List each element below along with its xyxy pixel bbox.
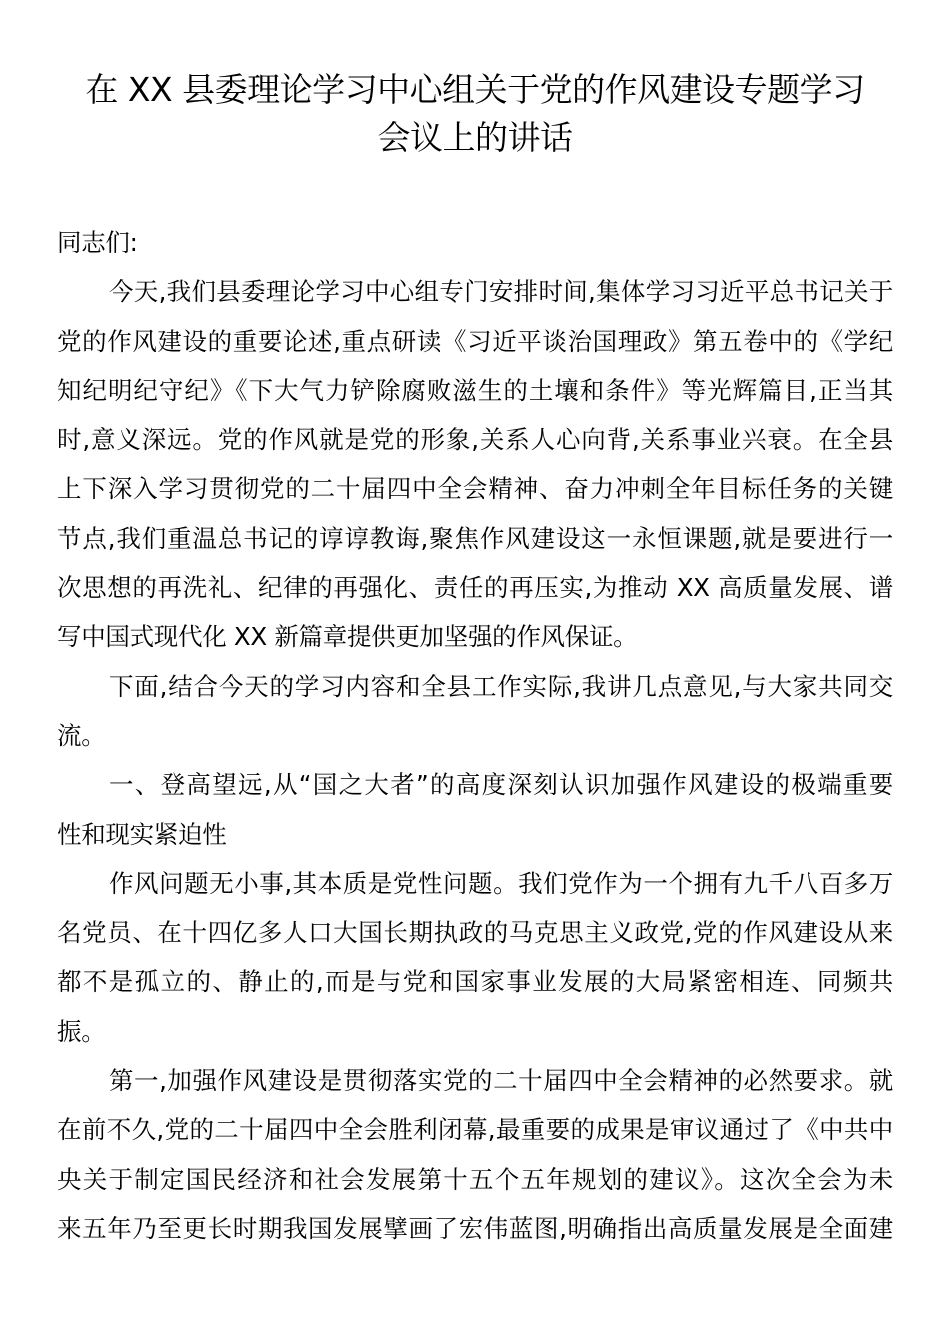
paragraph-line: 写中国式现代化 XX 新篇章提供更加坚强的作风保证。 [57,622,638,652]
paragraph-line: 来五年乃至更长时期我国发展擘画了宏伟蓝图,明确指出高质量发展是全面建 [57,1213,893,1243]
title-line-2: 会议上的讲话 [377,118,573,157]
paragraph-line: 上下深入学习贯彻党的二十届四中全会精神、奋力冲刺全年目标任务的关键 [57,474,893,504]
section-heading-1 [57,760,893,859]
paragraph-line: 时,意义深远。党的作风就是党的形象,关系人心向背,关系事业兴衰。在全县 [57,425,893,455]
paragraph-line: 在前不久,党的二十届四中全会胜利闭幕,最重要的成果是审议通过了《中共中 [57,1115,893,1145]
paragraph-first-point [57,1056,893,1253]
paragraph-opening [57,267,893,661]
paragraph-style-issue [57,859,893,1056]
paragraph-line: 今天,我们县委理论学习中心组专门安排时间,集体学习习近平总书记关于 [109,277,893,307]
paragraph-line: 第一,加强作风建设是贯彻落实党的二十届四中全会精神的必然要求。就 [109,1066,893,1096]
paragraph-line: 知纪明纪守纪》《下大气力铲除腐败滋生的土壤和条件》等光辉篇目,正当其 [57,375,893,405]
paragraph-transition [57,662,893,761]
document-title [40,66,910,162]
paragraph-line: 节点,我们重温总书记的谆谆教诲,聚焦作风建设这一永恒课题,就是要进行一 [57,523,893,553]
salutation: 同志们: [57,228,138,257]
paragraph-line: 下面,结合今天的学习内容和全县工作实际,我讲几点意见,与大家共同交 [109,671,893,701]
paragraph-line: 央关于制定国民经济和社会发展第十五个五年规划的建议》。这次全会为未 [57,1164,893,1194]
heading-line: 一、登高望远,从“国之大者”的高度深刻认识加强作风建设的极端重要 [109,770,893,800]
paragraph-line: 名党员、在十四亿多人口大国长期执政的马克思主义政党,党的作风建设从来 [57,918,893,948]
paragraph-line: 都不是孤立的、静止的,而是与党和国家事业发展的大局紧密相连、同频共 [57,967,893,997]
heading-line: 性和现实紧迫性 [57,819,227,849]
paragraph-line: 次思想的再洗礼、纪律的再强化、责任的再压实,为推动 XX 高质量发展、谱 [57,573,893,603]
paragraph-line: 党的作风建设的重要论述,重点研读《习近平谈治国理政》第五卷中的《学纪 [57,326,893,356]
paragraph-line: 振。 [57,1016,106,1046]
paragraph-line: 流。 [57,720,106,750]
document-body [57,218,893,1253]
title-line-1: 在 XX 县委理论学习中心组关于党的作风建设专题学习 [85,70,865,109]
paragraph-line: 作风问题无小事,其本质是党性问题。我们党作为一个拥有九千八百多万 [109,868,893,898]
